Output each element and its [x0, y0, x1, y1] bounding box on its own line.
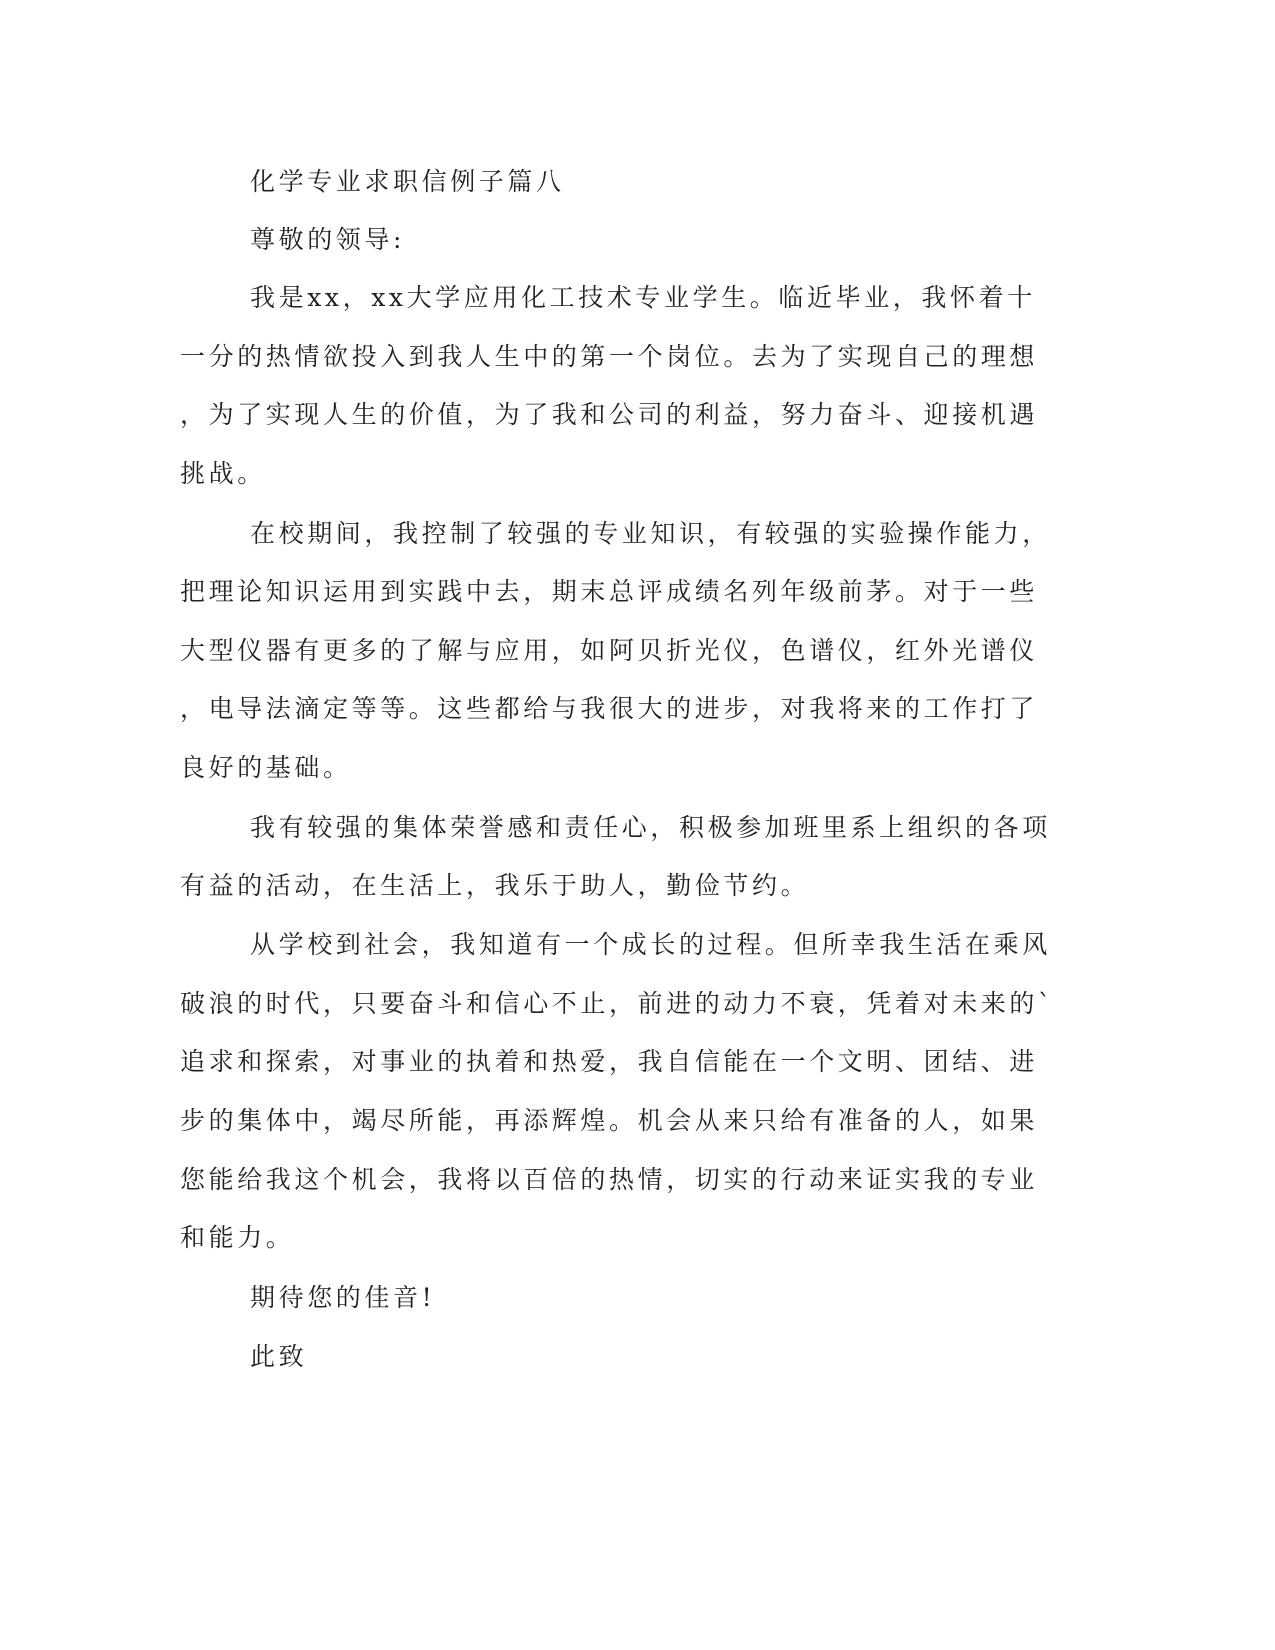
paragraph-line: 大型仪器有更多的了解与应用，如阿贝折光仪，色谱仪，红外光谱仪	[180, 636, 1039, 665]
paragraph-line: ，为了实现人生的价值，为了我和公司的利益，努力奋斗、迎接机遇	[180, 400, 1039, 429]
document-title: 化学专业求职信例子篇八	[250, 167, 565, 196]
paragraph-line: 从学校到社会，我知道有一个成长的过程。但所幸我生活在乘风	[250, 930, 1051, 959]
paragraph-line: 破浪的时代，只要奋斗和信心不止，前进的动力不衰，凭着对未来的`	[180, 989, 1055, 1018]
paragraph-line: 和能力。	[180, 1223, 295, 1252]
regards-line: 此致	[250, 1342, 308, 1371]
paragraph-line: 我是xx，xx大学应用化工技术专业学生。临近毕业，我怀着十	[250, 283, 1036, 312]
paragraph-line: 我有较强的集体荣誉感和责任心，积极参加班里系上组织的各项	[250, 813, 1051, 842]
paragraph-line: 良好的基础。	[180, 753, 352, 782]
closing-line: 期待您的佳音!	[250, 1283, 436, 1312]
paragraph-line: 把理论知识运用到实践中去，期末总评成绩名列年级前茅。对于一些	[180, 577, 1039, 606]
salutation: 尊敬的领导:	[250, 225, 406, 254]
paragraph-line: 您能给我这个机会，我将以百倍的热情，切实的行动来证实我的专业	[180, 1165, 1039, 1194]
paragraph-line: 步的集体中，竭尽所能，再添辉煌。机会从来只给有准备的人，如果	[180, 1106, 1039, 1135]
paragraph-line: 挑战。	[180, 459, 266, 488]
paragraph-line: 有益的活动，在生活上，我乐于助人，勤俭节约。	[180, 871, 810, 900]
paragraph-line: 一分的热情欲投入到我人生中的第一个岗位。去为了实现自己的理想	[180, 342, 1039, 371]
paragraph-line: ，电导法滴定等等。这些都给与我很大的进步，对我将来的工作打了	[180, 694, 1039, 723]
paragraph-line: 在校期间，我控制了较强的专业知识，有较强的实验操作能力，	[250, 519, 1051, 548]
paragraph-line: 追求和探索，对事业的执着和热爱，我自信能在一个文明、团结、进	[180, 1047, 1039, 1076]
